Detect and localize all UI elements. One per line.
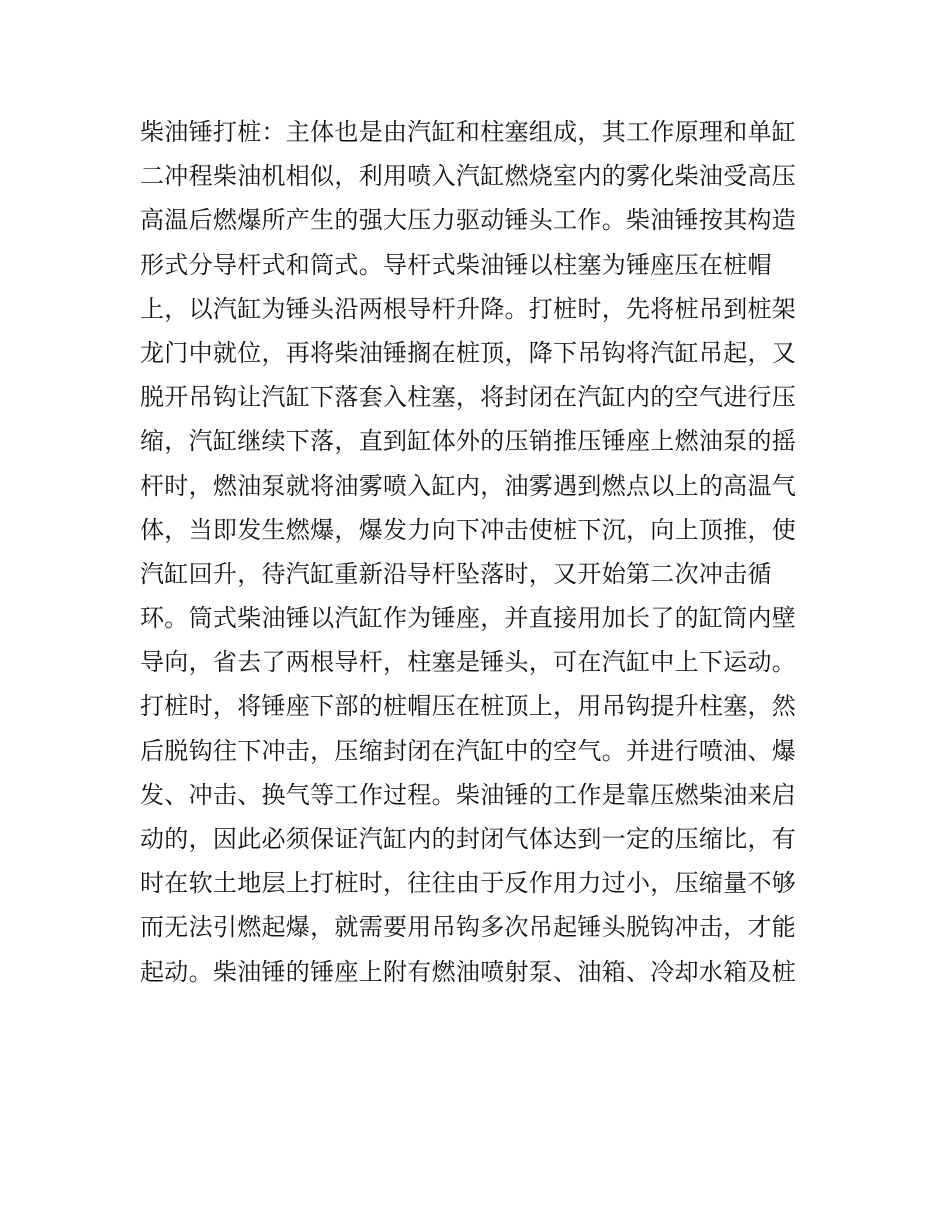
text-line: 导向，省去了两根导杆，柱塞是锤头，可在汽缸中上下运动。: [140, 648, 797, 677]
text-line: 体，当即发生燃爆，爆发力向下冲击使桩下沉，向上顶推，使: [140, 515, 797, 544]
text-line: 二冲程柴油机相似，利用喷入汽缸燃烧室内的雾化柴油受高压: [140, 162, 797, 191]
text-line: 脱开吊钩让汽缸下落套入柱塞，将封闭在汽缸内的空气进行压: [140, 383, 797, 412]
text-line: 龙门中就位，再将柴油锤搁在桩顶，降下吊钩将汽缸吊起，又: [140, 338, 797, 367]
text-line: 高温后燃爆所产生的强大压力驱动锤头工作。柴油锤按其构造: [140, 206, 797, 235]
text-line: 而无法引燃起爆，就需要用吊钩多次吊起锤头脱钩冲击，才能: [140, 913, 797, 942]
text-line: 环。筒式柴油锤以汽缸作为锤座，并直接用加长了的缸筒内壁: [140, 604, 797, 633]
text-line: 柴油锤打桩：主体也是由汽缸和柱塞组成，其工作原理和单缸: [140, 118, 797, 146]
text-line: 发、冲击、换气等工作过程。柴油锤的工作是靠压燃柴油来启: [140, 780, 797, 809]
text-line: 时在软土地层上打桩时，往往由于反作用力过小，压缩量不够: [140, 869, 797, 898]
text-line: 上，以汽缸为锤头沿两根导杆升降。打桩时，先将桩吊到桩架: [140, 294, 797, 323]
text-line: 缩，汽缸继续下落，直到缸体外的压销推压锤座上燃油泵的摇: [140, 427, 797, 456]
text-line: 形式分导杆式和筒式。导杆式柴油锤以柱塞为锤座压在桩帽: [140, 250, 772, 279]
body-paragraph: [140, 110, 820, 994]
text-line: 汽缸回升，待汽缸重新沿导杆坠落时，又开始第二次冲击循: [140, 559, 772, 588]
text-line: 杆时，燃油泵就将油雾喷入缸内，油雾遇到燃点以上的高温气: [140, 471, 797, 500]
text-line: 打桩时，将锤座下部的桩帽压在桩顶上，用吊钩提升柱塞，然: [140, 692, 797, 721]
text-line: 动的，因此必须保证汽缸内的封闭气体达到一定的压缩比，有: [140, 825, 797, 853]
text-line: 起动。柴油锤的锤座上附有燃油喷射泵、油箱、冷却水箱及桩: [140, 957, 797, 986]
text-line: 后脱钩往下冲击，压缩封闭在汽缸中的空气。并进行喷油、爆: [140, 736, 797, 765]
